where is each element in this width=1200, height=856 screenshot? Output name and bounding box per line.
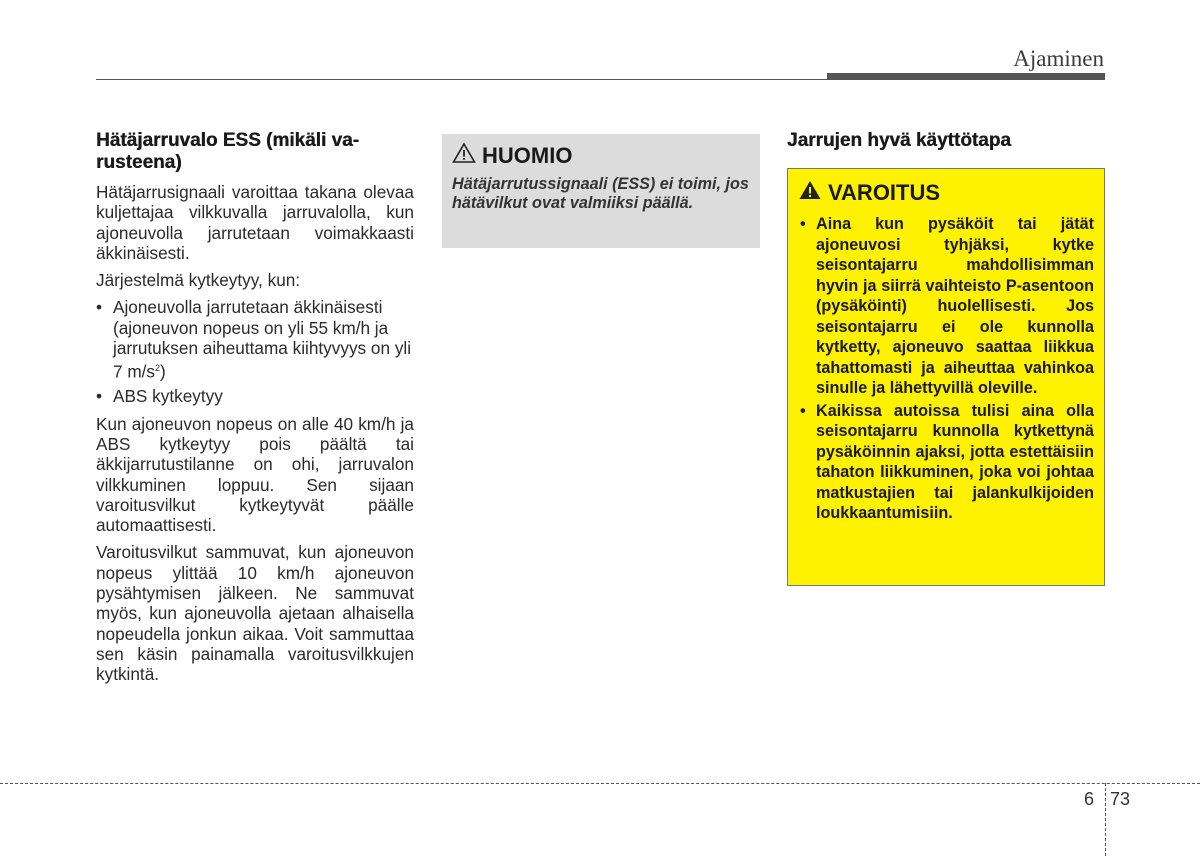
superscript: 2 bbox=[155, 363, 161, 374]
ess-heading: Hätäjarruvalo ESS (mikäli va- rusteena) bbox=[96, 130, 359, 173]
left-column bbox=[96, 130, 414, 692]
hazard-lights-paragraph: Varoitusvilkut sammuvat, kun ajoneuvon nopeus ylittää 10 km/h ajoneuvon pysähtymisen jälkeen. Ne sammuvat myös, kun ajoneuvolla ajetaan alhaisella nopeudella jonkun aikaa. Voit sammuttaa sen käsin painamalla varoitusvilkkujen kytkintä. bbox=[96, 542, 414, 685]
warning-title: VAROITUS bbox=[828, 179, 941, 205]
chapter-number: 6 bbox=[1084, 789, 1095, 809]
warning-triangle-outline-icon bbox=[452, 142, 476, 169]
bullet: • bbox=[800, 401, 806, 420]
list-item bbox=[96, 386, 414, 406]
warning-list bbox=[798, 214, 1094, 524]
notice-box bbox=[442, 134, 760, 248]
list-item-text-end: ) bbox=[160, 362, 166, 383]
section-title: Ajaminen bbox=[1013, 46, 1104, 71]
footer-dotted-divider bbox=[1105, 783, 1106, 856]
bullet: • bbox=[800, 215, 806, 233]
list-item-text: ABS kytkeytyy bbox=[113, 386, 223, 407]
notice-header bbox=[452, 142, 750, 169]
notice-title: HUOMIO bbox=[482, 142, 573, 168]
activation-conditions-label: Järjestelmä kytkeytyy, kun: bbox=[96, 270, 301, 291]
list-item bbox=[96, 297, 414, 382]
page-number: 73 bbox=[1110, 789, 1131, 809]
list-item-text: Ajoneuvolla jarrutetaan äkkinäisesti (ajoneuvon nopeus on yli 55 km/h ja jarrutuksen aiheuttama kiihtyvyys on yli 7 m/s bbox=[113, 297, 412, 383]
warning-box bbox=[787, 168, 1105, 586]
warning-triangle-filled-icon bbox=[798, 179, 822, 206]
footer-dotted-rule bbox=[0, 783, 1200, 784]
activation-conditions-list bbox=[96, 297, 414, 406]
list-item-text: Kaikissa autoissa tulisi aina olla seisontajarru kunnolla kytkettynä pysäköinnin ajaksi, jotta estettäisiin tahaton liikkuminen, joka voi johtaa matkustajien tai jalankulkijoiden loukkaantumisiin. bbox=[816, 401, 1094, 522]
notice-text: Hätäjarrutussignaali (ESS) ei toimi, jos hätävilkut ovat valmiiksi päällä. bbox=[452, 175, 749, 212]
header-rule-accent bbox=[827, 73, 1105, 80]
deactivation-paragraph: Kun ajoneuvon nopeus on alle 40 km/h ja ABS kytkeytyy pois päältä tai äkkijarrutustilanne on ohi, jarruvalon vilkkuminen loppuu. Sen sijaan varoitusvilkut kytkeytyvät päälle automaattisesti. bbox=[96, 413, 414, 536]
bullet: • bbox=[96, 386, 103, 407]
braking-heading: Jarrujen hyvä käyttötapa bbox=[787, 130, 1011, 151]
ess-intro-paragraph: Hätäjarrusignaali varoittaa takana olevaa kuljettajaa vilkkuvalla jarruvalolla, kun ajoneuvolla jarrutetaan voimakkaasti äkkinäisesti. bbox=[96, 182, 414, 263]
list-item-text: Aina kun pysäköit tai jätät ajoneuvosi tyhjäksi, kytke seisontajarru mahdollisimman hyvin ja siirrä vaihteisto P-asentoon (pysäköinti) huolellisesti. Jos seisontajarru ei ole kunnolla kytketty, ajoneuvo saattaa liikkua tahattomasti ja aiheuttaa vahinkoa sinulle ja lähettyvillä oleville. bbox=[816, 215, 1094, 397]
warning-header bbox=[798, 179, 1094, 206]
list-item bbox=[798, 401, 1094, 524]
bullet: • bbox=[96, 297, 103, 318]
list-item bbox=[798, 214, 1094, 399]
